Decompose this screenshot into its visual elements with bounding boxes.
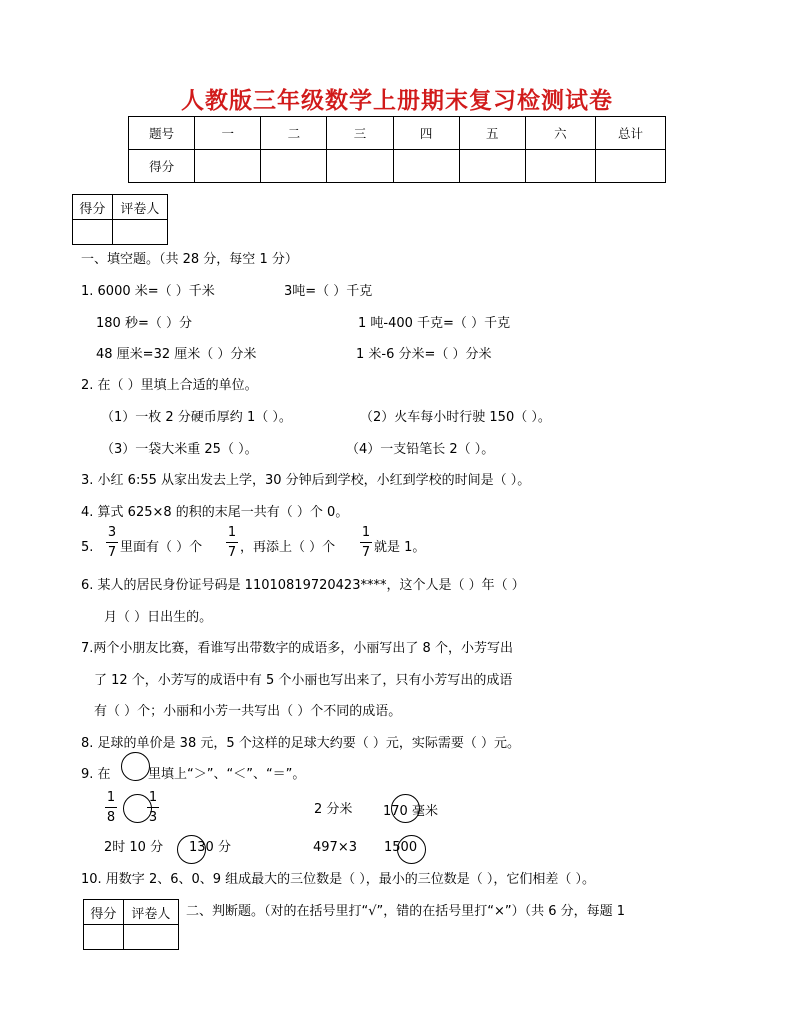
fraction-denominator: 8	[106, 810, 116, 825]
fraction-numerator: 1	[106, 790, 116, 805]
score-table-cell: 五	[459, 117, 525, 150]
question-7b: 了 12 个，小芳写的成语中有 5 个小丽也写出来了，只有小芳写出的成语	[94, 673, 513, 688]
fraction-numerator: 1	[227, 525, 237, 540]
grader-box	[83, 899, 179, 950]
question-1f: 1 米-6 分米=（ ）分米	[356, 347, 492, 362]
question-2-stem: 2. 在（ ）里填上合适的单位。	[81, 378, 258, 393]
score-table-cell: 六	[525, 117, 595, 150]
grader-box	[72, 194, 168, 245]
score-entry-cell[interactable]	[459, 150, 525, 183]
grader-score-label: 得分	[73, 195, 113, 220]
score-table-header-row	[129, 117, 666, 150]
question-9-stem-b: 里填上“＞”、“＜”、“＝”。	[148, 767, 306, 782]
section1-heading: 一、填空题。（共 28 分，每空 1 分）	[81, 252, 298, 267]
question-1a: 1. 6000 米=（ ）千米	[81, 284, 215, 299]
grader-name-label: 评卷人	[112, 195, 167, 220]
question-7a: 7.两个小朋友比赛，看谁写出带数字的成语多，小丽写出了 8 个，小芳写出	[81, 641, 513, 656]
score-table-cell: 三	[327, 117, 393, 150]
question-8: 8. 足球的单价是 38 元，5 个这样的足球大约要（ ）元，实际需要（ ）元。	[81, 736, 521, 751]
question-1b: 3吨=（ ）千克	[284, 284, 373, 299]
question-9-stem-a: 9. 在	[81, 767, 111, 782]
question-4: 4. 算式 625×8 的积的末尾一共有（ ）个 0。	[81, 505, 349, 520]
fraction-1-7	[225, 525, 239, 560]
question-9-item-d-right: 1500	[384, 840, 418, 855]
question-9-item-b-left: 2 分米	[314, 802, 353, 817]
question-6b: 月（ ）日出生的。	[104, 610, 213, 625]
question-5-number: 5.	[81, 540, 94, 555]
fraction-1-3	[146, 790, 160, 825]
fraction-numerator: 3	[107, 525, 117, 540]
grader-name-cell[interactable]	[112, 220, 167, 245]
score-table-score-row	[129, 150, 666, 183]
page-title: 人教版三年级数学上册期末复习检测试卷	[181, 87, 613, 114]
question-9-item-b-right: 170 毫米	[383, 804, 438, 819]
score-table	[128, 116, 666, 183]
question-9-item-c-left: 2时 10 分	[104, 840, 164, 855]
fraction-3-7	[105, 525, 119, 560]
fraction-numerator: 1	[148, 790, 158, 805]
compare-circle[interactable]	[121, 752, 150, 781]
score-table-cell: 总计	[595, 117, 665, 150]
question-10: 10. 用数字 2、6、0、9 组成最大的三位数是（ ），最小的三位数是（ ），它们相差（ ）。	[81, 872, 596, 887]
question-1e: 48 厘米=32 厘米（ ）分米	[96, 347, 257, 362]
question-9-item-d-left: 497×3	[313, 840, 357, 855]
question-5-text-3: 就是 1。	[374, 540, 426, 555]
grader-score-cell[interactable]	[73, 220, 113, 245]
fraction-1-7	[359, 525, 373, 560]
fraction-denominator: 3	[148, 810, 158, 825]
score-entry-cell[interactable]	[261, 150, 327, 183]
fraction-denominator: 7	[107, 545, 117, 560]
question-9-item-c-right: 130 分	[189, 840, 231, 855]
compare-circle[interactable]	[391, 794, 420, 823]
score-entry-cell[interactable]	[595, 150, 665, 183]
score-entry-cell[interactable]	[525, 150, 595, 183]
grader-score-label: 得分	[84, 900, 124, 925]
score-entry-cell[interactable]	[195, 150, 261, 183]
fraction-1-8	[104, 790, 118, 825]
fraction-numerator: 1	[361, 525, 371, 540]
question-2a: （1）一枚 2 分硬币厚约 1（ ）。	[101, 410, 292, 425]
section2-heading: 二、判断题。（对的在括号里打“√”，错的在括号里打“×”）（共 6 分，每题 1	[186, 904, 626, 919]
question-1c: 180 秒=（ ）分	[96, 316, 192, 331]
score-table-cell: 二	[261, 117, 327, 150]
grader-name-cell[interactable]	[123, 925, 178, 950]
question-3: 3. 小红 6:55 从家出发去上学，30 分钟后到学校，小红到学校的时间是（ ）。	[81, 473, 531, 488]
question-5-text-2: ，再添上（ ）个	[240, 540, 336, 555]
question-5-text-1: 里面有（ ）个	[120, 540, 203, 555]
fraction-denominator: 7	[227, 545, 237, 560]
score-entry-cell[interactable]	[393, 150, 459, 183]
question-2d: （4）一支铅笔长 2（ ）。	[346, 442, 495, 457]
score-table-cell: 四	[393, 117, 459, 150]
grader-name-label: 评卷人	[123, 900, 178, 925]
question-1d: 1 吨-400 千克=（ ）千克	[358, 316, 511, 331]
score-table-cell: 题号	[129, 117, 195, 150]
question-6a: 6. 某人的居民身份证号码是 110108197204​23****，这个人是（ ）年（ ）	[81, 578, 525, 593]
fraction-denominator: 7	[361, 545, 371, 560]
score-entry-cell[interactable]	[327, 150, 393, 183]
score-table-cell: 得分	[129, 150, 195, 183]
score-table-cell: 一	[195, 117, 261, 150]
question-2b: （2）火车每小时行驶 150（ ）。	[360, 410, 551, 425]
question-7c: 有（ ）个；小丽和小芳一共写出（ ）个不同的成语。	[94, 704, 402, 719]
question-2c: （3）一袋大米重 25（ ）。	[101, 442, 258, 457]
grader-score-cell[interactable]	[84, 925, 124, 950]
